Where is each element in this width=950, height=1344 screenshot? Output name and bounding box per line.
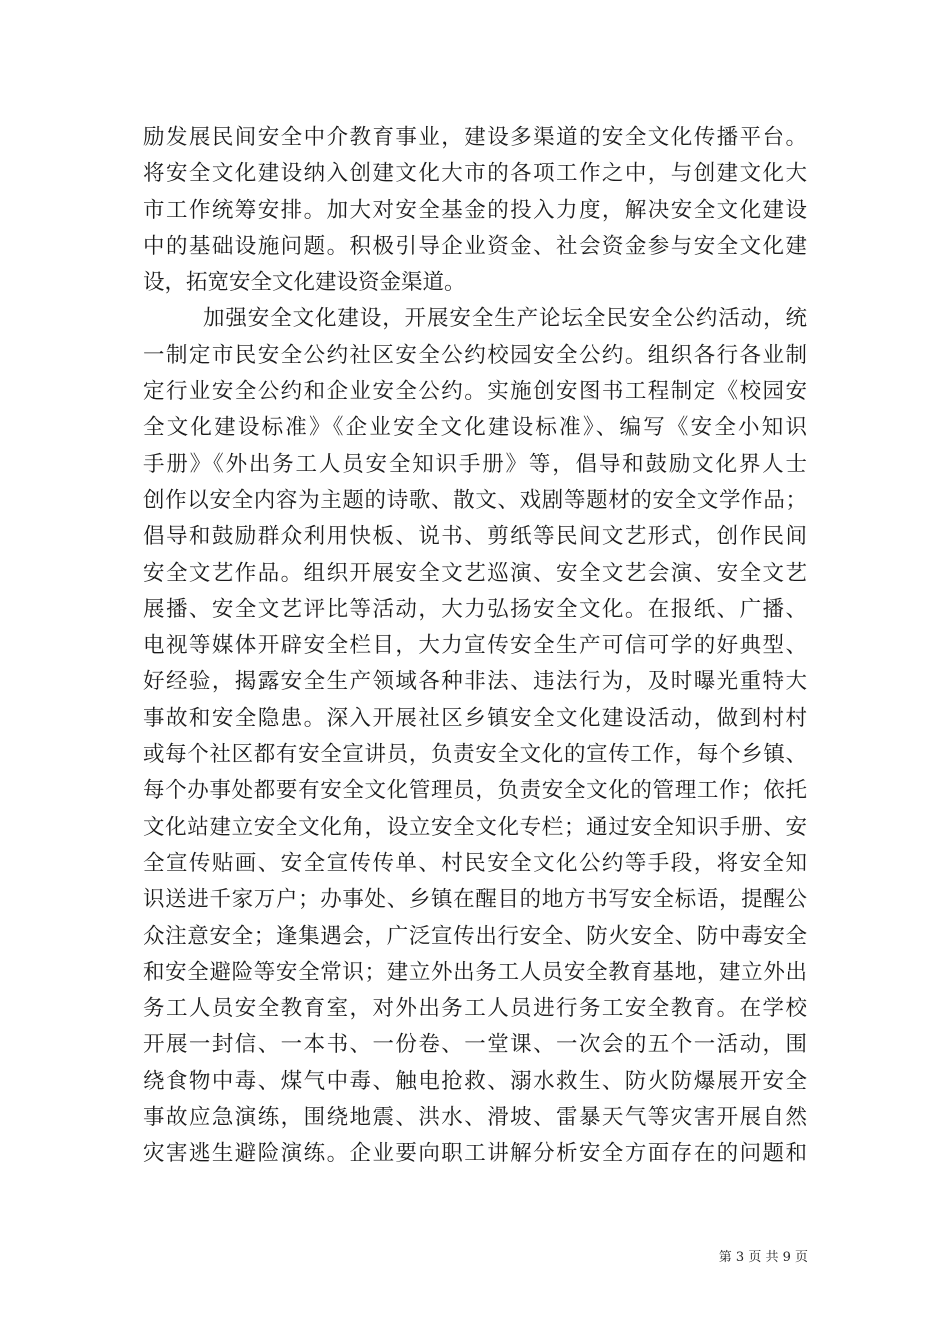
text-line: 务工人员安全教育室，对外出务工人员进行务工安全教育。在学校 <box>143 996 807 1022</box>
text-line: 安全文艺作品。组织开展安全文艺巡演、安全文艺会演、安全文艺 <box>143 560 807 586</box>
text-line: 倡导和鼓励群众利用快板、说书、剪纸等民间文艺形式，创作民间 <box>143 524 807 550</box>
text-line: 绕食物中毒、煤气中毒、触电抢救、溺水救生、防火防爆展开安全 <box>143 1068 807 1094</box>
text-line: 市工作统筹安排。加大对安全基金的投入力度，解决安全文化建设 <box>143 197 807 223</box>
paragraph-first-line: 加强安全文化建设，开展安全生产论坛全民安全公约活动，统 <box>203 306 807 332</box>
text-line: 事故和安全隐患。深入开展社区乡镇安全文化建设活动，做到村村 <box>143 705 807 731</box>
text-line: 每个办事处都要有安全文化管理员，负责安全文化的管理工作；依托 <box>143 778 807 804</box>
text-line: 创作以安全内容为主题的诗歌、散文、戏剧等题材的安全文学作品； <box>143 487 807 513</box>
text-line: 全宣传贴画、安全宣传传单、村民安全文化公约等手段，将安全知 <box>143 850 807 876</box>
text-line: 励发展民间安全中介教育事业，建设多渠道的安全文化传播平台。 <box>143 125 807 150</box>
text-line: 事故应急演练，围绕地震、洪水、滑坡、雷暴天气等灾害开展自然 <box>143 1105 807 1131</box>
text-line: 众注意安全；逢集遇会，广泛宣传出行安全、防火安全、防中毒安全 <box>143 923 807 949</box>
text-line: 灾害逃生避险演练。企业要向职工讲解分析安全方面存在的问题和 <box>143 1141 807 1167</box>
text-line: 定行业安全公约和企业安全公约。实施创安图书工程制定《校园安 <box>143 379 807 405</box>
text-line: 展播、安全文艺评比等活动，大力弘扬安全文化。在报纸、广播、 <box>143 596 807 622</box>
page-number: 第 3 页 共 9 页 <box>718 1250 808 1265</box>
text-line: 一制定市民安全公约社区安全公约校园安全公约。组织各行各业制 <box>143 342 807 368</box>
body-text <box>143 120 807 1173</box>
text-line: 或每个社区都有安全宣讲员，负责安全文化的宣传工作，每个乡镇、 <box>143 742 807 768</box>
text-line: 好经验，揭露安全生产领域各种非法、违法行为，及时曝光重特大 <box>143 669 807 695</box>
paragraph-end-line: 设，拓宽安全文化建设资金渠道。 <box>143 270 466 296</box>
text-line: 中的基础设施问题。积极引导企业资金、社会资金参与安全文化建 <box>143 233 807 259</box>
text-line: 电视等媒体开辟安全栏目，大力宣传安全生产可信可学的好典型、 <box>143 633 807 659</box>
text-line: 文化站建立安全文化角，设立安全文化专栏；通过安全知识手册、安 <box>143 814 807 840</box>
text-line: 将安全文化建设纳入创建文化大市的各项工作之中，与创建文化大 <box>143 161 807 187</box>
text-line: 和安全避险等安全常识；建立外出务工人员安全教育基地，建立外出 <box>143 959 807 985</box>
text-line: 开展一封信、一本书、一份卷、一堂课、一次会的五个一活动，围 <box>143 1032 807 1058</box>
text-line: 识送进千家万户；办事处、乡镇在醒目的地方书写安全标语，提醒公 <box>143 887 807 913</box>
text-line: 手册》《外出务工人员安全知识手册》等，倡导和鼓励文化界人士 <box>143 451 807 477</box>
text-line: 全文化建设标准》《企业安全文化建设标准》、编写《安全小知识 <box>143 415 807 441</box>
